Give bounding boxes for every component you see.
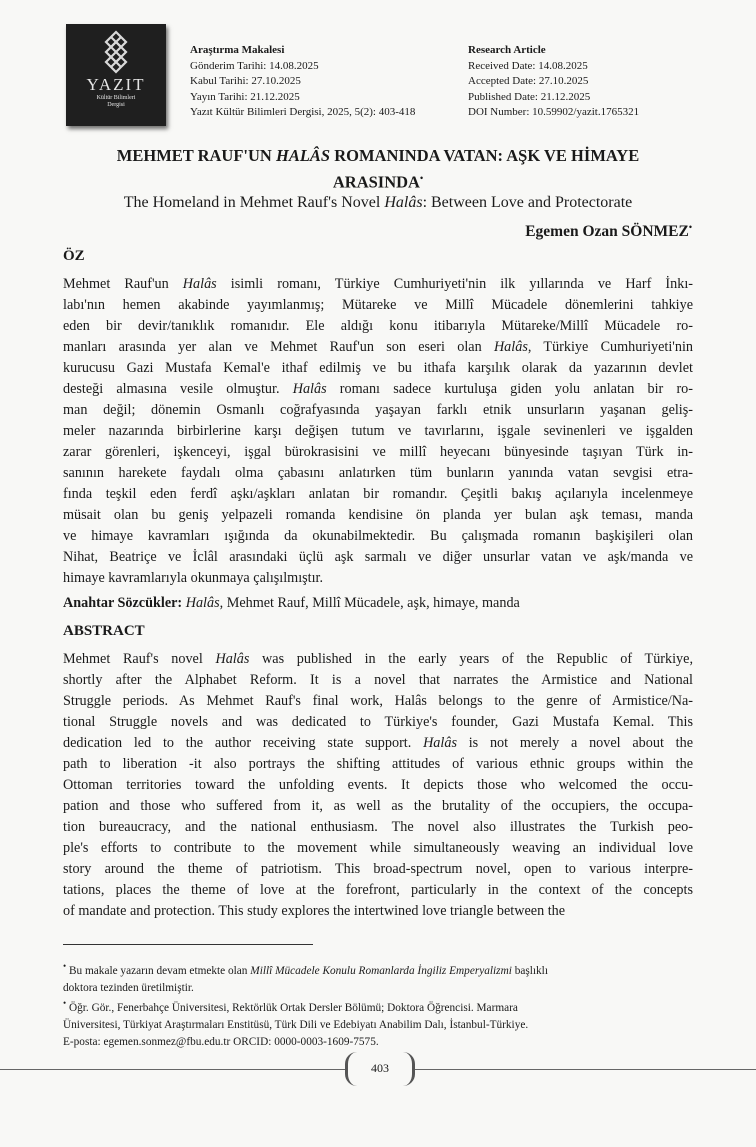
oz-line: Mehmet Rauf'un Halâs isimli romanı, Türkiye Cumhuriyeti'nin ilk yıllarında ve Harf İnkı-	[63, 276, 693, 292]
keywords: Anahtar Sözcükler: Halâs, Mehmet Rauf, Millî Mücadele, aşk, himaye, manda	[63, 595, 520, 611]
footnote-1: • Bu makale yazarın devam etmekte olan Millî Mücadele Konulu Romanlarda İngiliz Emperyalizmi başlıklı doktora tezinden üretilmiştir.	[63, 961, 548, 994]
published-date-tr: Yayın Tarihi: 21.12.2025	[190, 90, 300, 103]
accepted-date-tr: Kabul Tarihi: 27.10.2025	[190, 75, 301, 87]
article-meta-tr	[190, 43, 415, 121]
published-date-en: Published Date: 21.12.2025	[468, 90, 591, 103]
abstract-line: shortly after the Alphabet Reform. It is a novel that narrates the Armistice and National	[63, 672, 693, 688]
oz-line: labı'nın hemen akabinde yayımlanmış; Mütareke ve Millî Mücadele dönemlerini tahkiye	[63, 297, 693, 313]
oz-body	[63, 274, 693, 589]
article-type-tr: Araştırma Makalesi	[190, 44, 285, 56]
oz-heading: ÖZ	[63, 248, 85, 264]
footnote-divider	[63, 944, 313, 945]
citation: Yazıt Kültür Bilimleri Dergisi, 2025, 5(2): 403-418	[190, 106, 416, 118]
journal-logo	[66, 24, 166, 126]
oz-line: zarar görenleri, işkenceyi, işgal bürokrasisini ve millî heyecanı bünyesinde taşıyan Türk in-	[63, 444, 693, 460]
oz-line: desteği almasına vesile olmuştur. Halâs romanı sadece kurtuluşa giden yolu anlatan bir ro-	[63, 381, 693, 397]
abstract-line: of mandate and protection. This study explores the intertwined love triangle between the	[63, 903, 566, 919]
abstract-line: tations, places the theme of love at the forefront, particularly in the context of the concepts	[63, 882, 693, 898]
oz-line: fında teşkil eden ferdî aşkı/aşkları anlatan bir romandır. Çeşitli bakış açılarıyla incelenmeye	[63, 486, 693, 502]
footnote-mark: •	[419, 173, 424, 183]
abstract-heading: ABSTRACT	[63, 623, 145, 639]
oz-line: eden bir devir/tanıklık romanıdır. Ele aldığı konu itibarıyla Mütareke/Millî Mücadele ro-	[63, 318, 693, 334]
paper-title: MEHMET RAUF'UN HALÂS ROMANINDA VATAN: AŞK VE HİMAYE ARASINDA•	[116, 146, 640, 192]
submitted-date: Gönderim Tarihi: 14.08.2025	[190, 59, 319, 72]
knot-emblem-icon	[99, 30, 133, 76]
abstract-line: Struggle periods. As Mehmet Rauf's final work, Halâs belongs to the genre of Armistice/Na-	[63, 693, 693, 709]
paper-subtitle: The Homeland in Mehmet Rauf's Novel Halâs: Between Love and Protectorate	[123, 194, 633, 211]
page-rule-right	[409, 1069, 756, 1070]
received-date: Received Date: 14.08.2025	[468, 59, 588, 72]
abstract-line: pation and those who suffered from it, as well as the brutality of the occupiers, the occupa-	[63, 798, 693, 814]
oz-line: kurucusu Gazi Mustafa Kemal'e ithaf edilmiş ve bu ithafa karşılık olarak da yazarının devlet	[63, 360, 693, 376]
oz-line: sanının harekete faydalı olma çabasını anlatırken tüm bunların yanında vatan sevgisi etra-	[63, 465, 693, 481]
oz-line: ve himaye kavramları ışığında da okunabilmektedir. Bu çalışmada romanın başkişileri olan	[63, 528, 693, 544]
doi: DOI Number: 10.59902/yazit.1765321	[468, 106, 640, 118]
footnote-mark: •	[688, 222, 692, 232]
abstract-line: tion bureaucracy, and the national enthusiasm. The novel also illustrates the Turkish peo-	[63, 819, 693, 835]
abstract-line: story around the theme of patriotism. This broad-spectrum novel, open to various interpre-	[63, 861, 693, 877]
abstract-line: tional Struggle novels and was dedicated to Türkiye's founder, Gazi Mustafa Kemal. This	[63, 714, 693, 730]
footnote-2: • Öğr. Gör., Fenerbahçe Üniversitesi, Rektörlük Ortak Dersler Bölümü; Doktora Öğrencisi. Marmara Üniversitesi, Türkiyat Araştırmaları Enstitüsü, Türk Dili ve Edebiyatı Anabilim Dalı, İstanbul-Türkiye. E-posta: egemen.sonmez@fbu.edu.tr ORCID: 0000-0003-1609-7575.	[63, 998, 529, 1048]
article-type-en: Research Article	[468, 44, 546, 56]
oz-line: meler nazarında birbirlerine karşı değişen tutum ve tavırlarını, işgale sevinenleri ve işgalden	[63, 423, 693, 439]
oz-line: man değil; dönemin Osmanlı coğrafyasında yaşayan farklı etnik unsurların yaşanan geliş-	[63, 402, 693, 418]
abstract-body	[63, 649, 693, 922]
logo-name: YAZIT	[86, 75, 146, 94]
logo-subtitle-2: Dergisi	[107, 102, 125, 108]
page-rule-left	[0, 1069, 345, 1070]
abstract-line: Ottoman territories toward the unfolding events. It depicts those who welcomed the occu-	[63, 777, 693, 793]
accepted-date-en: Accepted Date: 27.10.2025	[468, 75, 589, 87]
abstract-line: Mehmet Rauf's novel Halâs was published in the early years of the Republic of Türkiye,	[63, 651, 693, 667]
page-number: 403	[345, 1052, 415, 1086]
author-name: Egemen Ozan SÖNMEZ•	[525, 222, 692, 241]
oz-line: manları arasında yer alan ve Mehmet Rauf'un son eseri olan Halâs, Türkiye Cumhuriyeti'nin	[63, 339, 693, 355]
oz-line: müsait olan bu geniş yelpazeli romanda kendisine ön planda yer bulan aşk teması, manda	[63, 507, 693, 523]
logo-subtitle: Kültür Bilimleri	[96, 95, 136, 101]
article-meta-en	[468, 43, 639, 121]
oz-line: himaye kavramlarıyla okunmaya çalışılmıştır.	[63, 570, 324, 586]
oz-line: Nihat, Beatriçe ve İclâl arasındaki üçlü aşk sarmalı ve diğer unsurlar vatan ve aşk/manda ve	[63, 549, 693, 565]
abstract-line: path to liberation -it also portrays the shifting attitudes of various ethnic groups within the	[63, 756, 693, 772]
abstract-line: ple's efforts to contribute to the movement while simultaneously weaving an individual love	[63, 840, 693, 856]
abstract-line: dedication led to the author receiving state support. Halâs is not merely a novel about the	[63, 735, 693, 751]
